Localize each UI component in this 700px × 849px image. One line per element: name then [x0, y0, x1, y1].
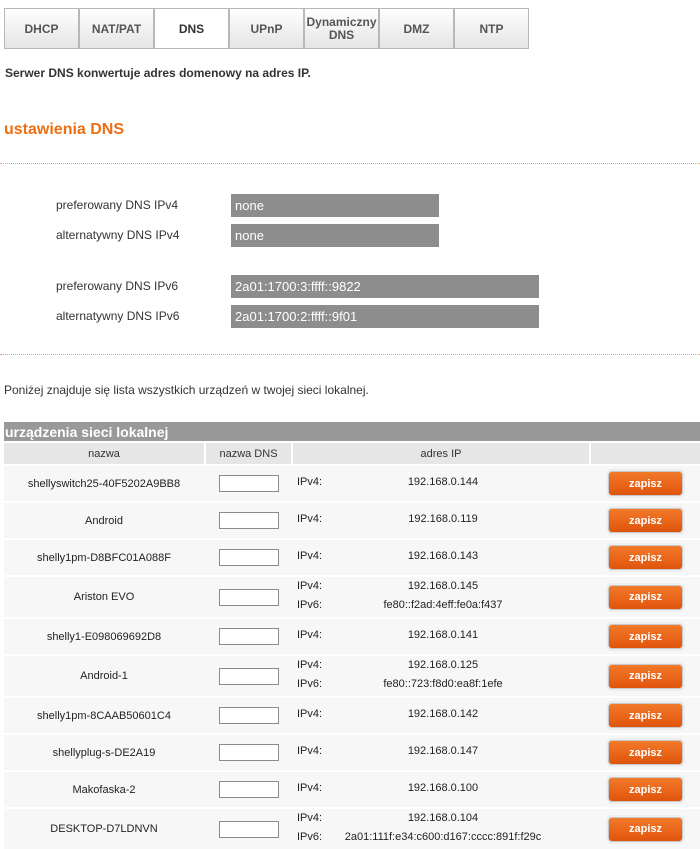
- dns-name-cell: [206, 577, 291, 617]
- ipv4-address: 192.168.0.141: [407, 629, 479, 641]
- ip-address-cell: [293, 540, 589, 575]
- section-divider: [0, 163, 700, 164]
- table-row: [4, 540, 700, 575]
- device-name: shellyswitch25-40F5202A9BB8: [27, 477, 181, 490]
- ip-address-cell: [293, 809, 589, 849]
- device-list-description: Poniżej znajduje się lista wszystkich urządzeń w twojej sieci lokalnej.: [4, 383, 369, 397]
- tab-bar: [4, 8, 529, 49]
- action-cell: [591, 540, 700, 575]
- ipv6-line: [293, 678, 589, 692]
- ipv4-line: [293, 812, 589, 826]
- column-header-name: nazwa: [4, 443, 204, 464]
- alternate-dns-ipv6-label: alternatywny DNS IPv6: [56, 309, 180, 323]
- preferred-dns-ipv4-label: preferowany DNS IPv4: [56, 198, 179, 212]
- table-row: [4, 619, 700, 654]
- ipv6-line: [293, 831, 589, 845]
- ipv4-line: [293, 708, 589, 722]
- dns-name-input[interactable]: [219, 707, 279, 724]
- ipv4-address: 192.168.0.119: [408, 513, 478, 525]
- ipv6-address: 2a01:111f:e34:c600:d167:cccc:891f:f29c: [344, 831, 542, 843]
- action-cell: [591, 809, 700, 849]
- preferred-dns-ipv4-field[interactable]: [231, 194, 439, 217]
- action-cell: [591, 656, 700, 696]
- save-button[interactable]: zapisz: [608, 471, 683, 496]
- dns-name-input[interactable]: [219, 549, 279, 566]
- dns-name-cell: [206, 809, 291, 849]
- alternate-dns-ipv6-field[interactable]: [231, 305, 539, 328]
- action-cell: [591, 698, 700, 733]
- ipv4-label: IPv4:: [297, 550, 323, 562]
- dns-name-input[interactable]: [219, 744, 279, 761]
- column-header-dns-name: nazwa DNS: [206, 443, 291, 464]
- table-row: [4, 466, 700, 501]
- ipv4-line: [293, 580, 589, 594]
- ipv4-address: 192.168.0.147: [407, 745, 479, 757]
- device-name: Ariston EVO: [73, 591, 135, 603]
- preferred-dns-ipv6-field[interactable]: [231, 275, 539, 298]
- ipv4-address: 192.168.0.145: [407, 580, 479, 592]
- ipv6-address: fe80::723:f8d0:ea8f:1efe: [383, 678, 503, 690]
- tab-ntp[interactable]: NTP: [454, 8, 529, 49]
- ipv4-label: IPv4:: [297, 812, 323, 824]
- ipv6-label: IPv6:: [297, 599, 323, 611]
- save-button[interactable]: zapisz: [608, 508, 683, 533]
- device-name: Android-1: [80, 670, 128, 682]
- save-button[interactable]: zapisz: [608, 585, 683, 610]
- ip-address-cell: [293, 466, 589, 501]
- table-row: [4, 656, 700, 696]
- dns-name-input[interactable]: [219, 512, 279, 529]
- ipv4-address: 192.168.0.144: [407, 476, 479, 488]
- device-name: Android: [85, 514, 123, 527]
- dns-name-cell: [206, 772, 291, 807]
- preferred-dns-ipv6-label: preferowany DNS IPv6: [56, 279, 179, 293]
- ip-address-cell: [293, 735, 589, 770]
- ip-address-cell: [293, 577, 589, 617]
- ipv4-label: IPv4:: [297, 745, 323, 757]
- ipv4-line: [293, 550, 589, 564]
- ip-address-cell: [293, 503, 589, 538]
- save-button[interactable]: zapisz: [608, 624, 683, 649]
- device-name: shelly1-E098069692D8: [46, 630, 162, 643]
- ip-address-cell: [293, 698, 589, 733]
- dns-name-cell: [206, 466, 291, 501]
- ipv4-address: 192.168.0.104: [407, 812, 479, 824]
- table-row: [4, 772, 700, 807]
- tab-dhcp[interactable]: DHCP: [4, 8, 79, 49]
- ipv4-label: IPv4:: [297, 476, 323, 488]
- ipv4-line: [293, 513, 589, 527]
- dns-settings-title: ustawienia DNS: [4, 121, 125, 138]
- table-row: [4, 577, 700, 617]
- dns-name-input[interactable]: [219, 668, 279, 685]
- save-button[interactable]: zapisz: [608, 664, 683, 689]
- ipv4-address: 192.168.0.125: [407, 659, 479, 671]
- tabs-divider: [4, 48, 529, 49]
- tab-dns[interactable]: DNS: [154, 8, 229, 49]
- ipv6-line: [293, 599, 589, 613]
- ipv4-address: 192.168.0.100: [407, 782, 479, 794]
- save-button[interactable]: zapisz: [608, 817, 683, 842]
- table-row: [4, 503, 700, 538]
- page-description: Serwer DNS konwertuje adres domenowy na adres IP.: [5, 66, 311, 80]
- dns-name-input[interactable]: [219, 628, 279, 645]
- dns-name-cell: [206, 540, 291, 575]
- ipv4-address: 192.168.0.142: [407, 708, 479, 720]
- ipv4-line: [293, 476, 589, 490]
- dns-name-input[interactable]: [219, 475, 279, 492]
- save-button[interactable]: zapisz: [608, 545, 683, 570]
- ip-address-cell: [293, 772, 589, 807]
- ipv4-line: [293, 659, 589, 673]
- ipv4-label: IPv4:: [297, 513, 323, 525]
- dns-name-input[interactable]: [219, 589, 279, 606]
- ipv4-label: IPv4:: [297, 782, 323, 794]
- tab-dynamic-dns[interactable]: Dynamiczny DNS: [304, 8, 379, 49]
- alternate-dns-ipv4-label: alternatywny DNS IPv4: [56, 228, 180, 242]
- table-row: [4, 735, 700, 770]
- ipv4-label: IPv4:: [297, 659, 323, 671]
- table-row: [4, 809, 700, 849]
- ipv6-address: fe80::f2ad:4eff:fe0a:f437: [383, 599, 503, 611]
- column-header-actions: [591, 443, 700, 464]
- device-name: DESKTOP-D7LDNVN: [50, 823, 158, 835]
- ipv4-address: 192.168.0.143: [407, 550, 479, 562]
- tab-nat-pat[interactable]: NAT/PAT: [79, 8, 154, 49]
- action-cell: [591, 466, 700, 501]
- action-cell: [591, 619, 700, 654]
- ipv4-line: [293, 745, 589, 759]
- dns-name-cell: [206, 503, 291, 538]
- dns-name-input[interactable]: [219, 781, 279, 798]
- tab-dmz[interactable]: DMZ: [379, 8, 454, 49]
- tab-upnp[interactable]: UPnP: [229, 8, 304, 49]
- alternate-dns-ipv4-field[interactable]: [231, 224, 439, 247]
- save-button[interactable]: zapisz: [608, 777, 683, 802]
- devices-table-title: urządzenia sieci lokalnej: [4, 422, 700, 441]
- dns-name-cell: [206, 735, 291, 770]
- ipv4-label: IPv4:: [297, 708, 323, 720]
- save-button[interactable]: zapisz: [608, 703, 683, 728]
- ipv4-label: IPv4:: [297, 580, 323, 592]
- save-button[interactable]: zapisz: [608, 740, 683, 765]
- section-divider: [0, 354, 700, 355]
- column-header-ip-address: adres IP: [293, 443, 589, 464]
- device-name: shellyplug-s-DE2A19: [52, 746, 156, 759]
- action-cell: [591, 577, 700, 617]
- dns-name-cell: [206, 698, 291, 733]
- ipv4-line: [293, 629, 589, 643]
- device-name: shelly1pm-D8BFC01A088F: [37, 551, 171, 564]
- ip-address-cell: [293, 656, 589, 696]
- action-cell: [591, 772, 700, 807]
- dns-name-cell: [206, 619, 291, 654]
- dns-name-cell: [206, 656, 291, 696]
- ipv4-label: IPv4:: [297, 629, 323, 641]
- action-cell: [591, 503, 700, 538]
- device-name: Makofaska-2: [72, 783, 136, 796]
- ipv6-label: IPv6:: [297, 678, 323, 690]
- ipv6-label: IPv6:: [297, 831, 323, 843]
- device-name: shelly1pm-8CAAB50601C4: [37, 709, 171, 722]
- table-row: [4, 698, 700, 733]
- ipv4-line: [293, 782, 589, 796]
- action-cell: [591, 735, 700, 770]
- dns-name-input[interactable]: [219, 821, 279, 838]
- ip-address-cell: [293, 619, 589, 654]
